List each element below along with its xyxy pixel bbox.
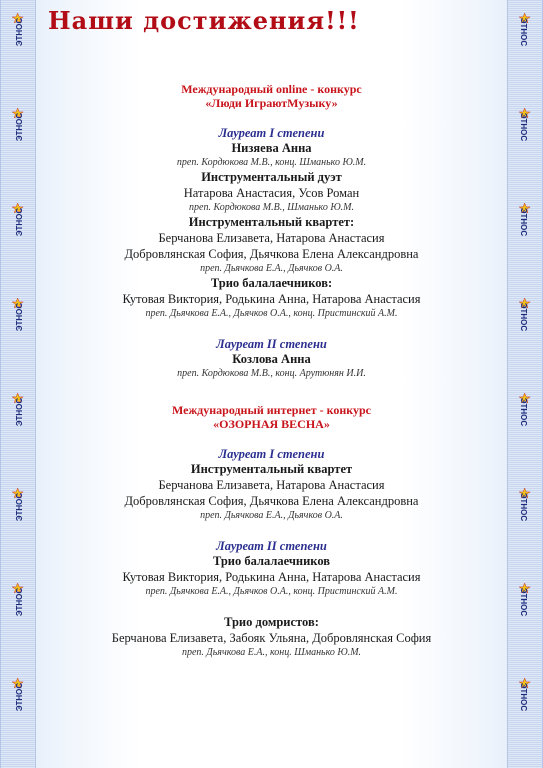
ensemble-title: Инструментальный квартет — [190, 462, 353, 476]
svg-text:ЭТНОС: ЭТНОС — [519, 17, 528, 47]
ethnos-logo-icon — [512, 390, 538, 430]
ensemble-members: Натарова Анастасия, Усов Роман — [183, 186, 360, 200]
laureate-heading: Лауреат I степени — [218, 447, 325, 461]
left-decorative-rail — [0, 0, 36, 768]
teacher-line: преп. Кордюкова М.В., Шманько Ю.М. — [189, 202, 354, 213]
ensemble-members: Кутовая Виктория, Родькина Анна, Натарова Анастасия — [122, 292, 421, 306]
right-decorative-rail — [507, 0, 543, 768]
svg-text:ЭТНОС: ЭТНОС — [519, 587, 528, 617]
svg-text:ЭТНОС: ЭТНОС — [519, 397, 528, 427]
svg-text:ЭТНОС: ЭТНОС — [15, 682, 24, 712]
winner-name: Козлова Анна — [232, 352, 311, 366]
contest-title-line2: «Люди ИграютМузыку» — [205, 96, 338, 110]
ensemble-members: Добровлянская София, Дьячкова Елена Александровна — [124, 247, 419, 261]
teacher-line: преп. Кордюкова М.В., конц. Арутюнян И.И. — [177, 368, 366, 379]
svg-text:ЭТНОС: ЭТНОС — [15, 397, 24, 427]
ethnos-logo-icon — [5, 580, 31, 620]
teacher-line: преп. Кордюкова М.В., конц. Шманько Ю.М. — [176, 157, 367, 168]
ethnos-logo-icon — [5, 295, 31, 335]
svg-text:ЭТНОС: ЭТНОС — [15, 17, 24, 47]
ethnos-logo-icon — [512, 10, 538, 50]
ethnos-logo-icon — [512, 200, 538, 240]
ensemble-members: Берчанова Елизавета, Натарова Анастасия — [158, 231, 385, 245]
svg-text:ЭТНОС: ЭТНОС — [519, 302, 528, 332]
ensemble-title: Инструментальный дуэт — [201, 170, 342, 184]
ethnos-logo-icon — [5, 485, 31, 525]
ensemble-members: Кутовая Виктория, Родькина Анна, Натарова Анастасия — [122, 570, 421, 584]
ethnos-logo-icon — [512, 105, 538, 145]
teacher-line: преп. Дьячкова Е.А., Дьячков О.А. — [200, 510, 343, 521]
teacher-line: преп. Дьячкова Е.А., конц. Шманько Ю.М. — [181, 647, 362, 658]
ensemble-title: Трио балалаечников: — [210, 276, 333, 290]
contest-block-1 — [40, 82, 503, 381]
teacher-line: преп. Дьячкова Е.А., Дьячков О.А. — [200, 263, 343, 274]
laureate-heading: Лауреат II степени — [216, 337, 327, 351]
ethnos-logo-icon — [512, 675, 538, 715]
svg-text:ЭТНОС: ЭТНОС — [15, 207, 24, 237]
laureate-heading: Лауреат I степени — [218, 126, 325, 140]
ensemble-members: Берчанова Елизавета, Натарова Анастасия — [158, 478, 385, 492]
ethnos-logo-icon — [5, 10, 31, 50]
contest-title-line1: Международный интернет - конкурс — [171, 403, 372, 417]
ensemble-title: Трио домристов: — [224, 615, 319, 629]
winner-name: Низяева Анна — [231, 141, 312, 155]
ensemble-title: Инструментальный квартет: — [188, 215, 355, 229]
ensemble-members: Добровлянская София, Дьячкова Елена Александровна — [124, 494, 419, 508]
ensemble-title: Трио балалаечников — [212, 554, 331, 568]
svg-text:ЭТНОС: ЭТНОС — [15, 587, 24, 617]
ethnos-logo-icon — [5, 105, 31, 145]
contest-block-2 — [40, 403, 503, 660]
ethnos-logo-icon — [512, 485, 538, 525]
svg-text:ЭТНОС: ЭТНОС — [15, 302, 24, 332]
svg-text:ЭТНОС: ЭТНОС — [519, 207, 528, 237]
ethnos-logo-icon — [5, 390, 31, 430]
svg-text:ЭТНОС: ЭТНОС — [519, 682, 528, 712]
ethnos-logo-icon — [5, 200, 31, 240]
page-title: Наши достижения!!! — [48, 6, 360, 35]
ethnos-logo-icon — [512, 295, 538, 335]
ethnos-logo-icon — [512, 580, 538, 620]
achievements-content — [40, 82, 503, 660]
svg-text:ЭТНОС: ЭТНОС — [519, 112, 528, 142]
laureate-heading: Лауреат II степени — [216, 539, 327, 553]
teacher-line: преп. Дьячкова Е.А., Дьячков О.А., конц. Пристинский А.М. — [145, 586, 398, 597]
ethnos-logo-icon — [5, 675, 31, 715]
svg-text:ЭТНОС: ЭТНОС — [15, 492, 24, 522]
teacher-line: преп. Дьячкова Е.А., Дьячков О.А., конц. Пристинский А.М. — [145, 308, 398, 319]
contest-title-line1: Международный online - конкурс — [181, 82, 362, 96]
ensemble-members: Берчанова Елизавета, Забояк Ульяна, Добровлянская София — [111, 631, 432, 645]
svg-text:ЭТНОС: ЭТНОС — [519, 492, 528, 522]
contest-title-line2: «ОЗОРНАЯ ВЕСНА» — [213, 417, 330, 431]
svg-text:ЭТНОС: ЭТНОС — [15, 112, 24, 142]
